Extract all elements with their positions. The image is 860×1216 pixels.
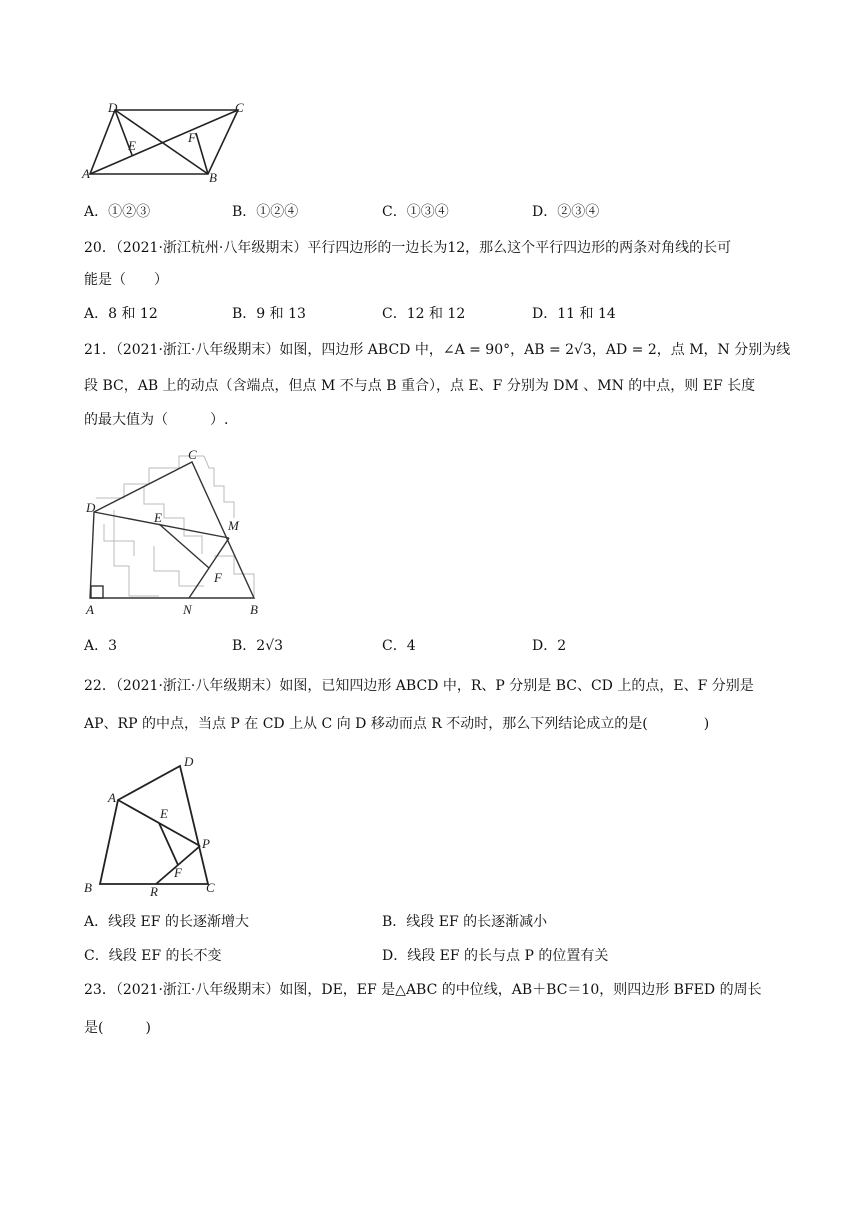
q22-option-d[interactable]: D．线段 EF 的长与点 P 的位置有关 [382, 948, 609, 964]
q21-option-d[interactable]: D．2 [532, 638, 567, 654]
q22-label-r: R [150, 884, 158, 898]
q20-option-b[interactable]: B．9 和 13 [232, 306, 306, 322]
q22-label-e: E [160, 806, 168, 821]
q19-option-b[interactable]: B．①②④ [232, 204, 299, 220]
q22-label-f: F [174, 865, 182, 880]
q22-option-c[interactable]: C．线段 EF 的长不变 [84, 948, 222, 964]
q20-option-c[interactable]: C．12 和 12 [382, 306, 466, 322]
q20-option-d[interactable]: D．11 和 14 [532, 306, 616, 322]
q22-figure [80, 750, 230, 898]
q21-label-d: D [86, 500, 96, 515]
q22-stem-line2: AP、RP 的中点，当点 P 在 CD 上从 C 向 D 移动而点 R 不动时，那么下列结论成立的是( ) [84, 716, 710, 732]
q19-option-c[interactable]: C．①③④ [382, 204, 449, 220]
q19-label-c: C [235, 100, 244, 115]
q21-label-m: M [228, 518, 239, 533]
q19-figure [80, 98, 250, 184]
q20-stem-line2: 能是（ ） [84, 272, 168, 288]
q21-stem-line2: 段 BC，AB 上的动点（含端点，但点 M 不与点 B 重合），点 E、F 分别为 DM 、MN 的中点，则 EF 长度 [84, 378, 756, 394]
q20-stem-line1: 20．（2021·浙江杭州·八年级期末）平行四边形的一边长为12，那么这个平行四边形的两条对角线的长可 [84, 240, 732, 256]
q21-label-f: F [214, 570, 222, 585]
q21-stem-line3: 的最大值为（ ）. [84, 412, 229, 428]
q22-label-a: A [108, 790, 116, 805]
q19-label-e: E [128, 138, 136, 153]
q22-label-c: C [206, 880, 215, 895]
q19-label-b: B [209, 170, 217, 184]
q21-stem-line1: 21．（2021·浙江·八年级期末）如图，四边形 ABCD 中，∠A = 90°，AB = 2√3，AD = 2，点 M，N 分别为线 [84, 342, 791, 358]
q21-label-c: C [188, 447, 197, 462]
q21-label-b: B [250, 602, 258, 617]
q22-label-d: D [184, 754, 194, 769]
q21-option-c[interactable]: C．4 [382, 638, 416, 654]
q19-option-d[interactable]: D．②③④ [532, 204, 600, 220]
q22-option-a[interactable]: A．线段 EF 的长逐渐增大 [84, 914, 249, 930]
q23-stem-line1: 23．（2021·浙江·八年级期末）如图，DE，EF 是△ABC 的中位线，AB＋BC＝10，则四边形 BFED 的周长 [84, 982, 762, 998]
q19-label-a: A [82, 166, 90, 181]
q21-option-a[interactable]: A．3 [84, 638, 118, 654]
q19-label-f: F [188, 130, 196, 145]
q19-option-a[interactable]: A．①②③ [84, 204, 151, 220]
q19-label-d: D [108, 100, 118, 115]
q21-label-n: N [183, 602, 192, 617]
q22-option-b[interactable]: B．线段 EF 的长逐渐减小 [382, 914, 548, 930]
q20-option-a[interactable]: A．8 和 12 [84, 306, 158, 322]
q23-stem-line2: 是( ) [84, 1020, 151, 1036]
q21-label-a: A [86, 602, 94, 617]
q21-figure [84, 446, 274, 618]
q22-label-b: B [84, 880, 92, 895]
q21-option-b[interactable]: B．2√3 [232, 638, 284, 654]
q22-label-p: P [202, 836, 210, 851]
q22-stem-line1: 22．（2021·浙江·八年级期末）如图，已知四边形 ABCD 中，R、P 分别是 BC、CD 上的点，E、F 分别是 [84, 678, 754, 694]
q21-label-e: E [154, 510, 162, 525]
